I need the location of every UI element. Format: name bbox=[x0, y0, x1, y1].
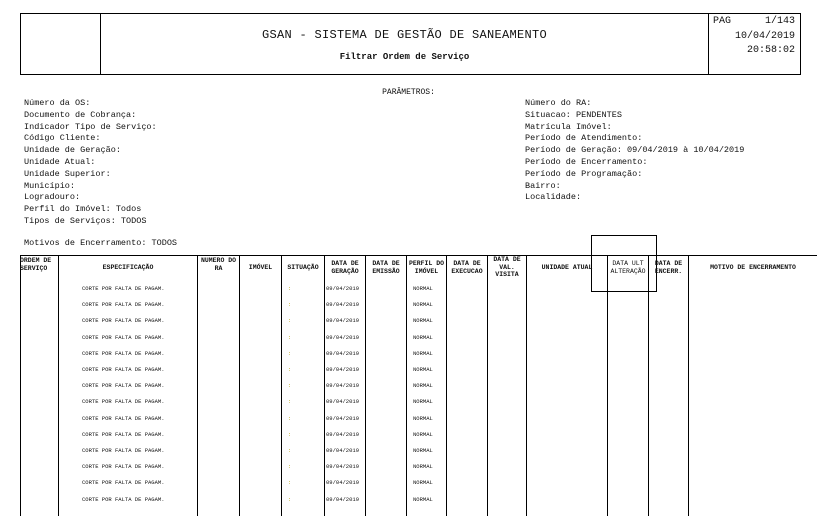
col-header-especificacao: ESPECIFICAÇÃO bbox=[102, 264, 154, 271]
col-divider bbox=[487, 255, 488, 516]
col-header-data-execucao: DATA DE EXECUCAO bbox=[451, 260, 483, 275]
col-divider bbox=[526, 255, 527, 516]
table-cell: CORTE POR FALTA DE PAGAM. bbox=[82, 333, 165, 341]
table-cell: CORTE POR FALTA DE PAGAM. bbox=[82, 317, 165, 325]
table-cell: CORTE POR FALTA DE PAGAM. bbox=[82, 430, 165, 438]
table-cell: NORMAL bbox=[413, 495, 433, 503]
col-header-perfil: PERFIL DO IMÓVEL bbox=[408, 260, 445, 275]
table-cell: : bbox=[288, 447, 292, 454]
report-date: 10/04/2019 bbox=[734, 31, 795, 42]
header-logo-cell bbox=[21, 14, 101, 74]
table-cell: : bbox=[288, 430, 292, 438]
param-item: Município: bbox=[24, 180, 76, 191]
table-cell: CORTE POR FALTA DE PAGAM. bbox=[82, 301, 165, 309]
page-label: PAG bbox=[713, 16, 732, 27]
table-cell: 09/04/2019 bbox=[326, 349, 360, 357]
col-divider bbox=[607, 255, 608, 516]
table-cell: : bbox=[288, 479, 292, 487]
table-cell: NORMAL bbox=[413, 333, 433, 341]
col-divider bbox=[58, 255, 59, 516]
table-cell: 09/04/2019 bbox=[326, 398, 360, 406]
param-item: Logradouro: bbox=[24, 192, 81, 203]
table-cell: 09/04/2019 bbox=[326, 285, 360, 292]
param-item: Código Cliente: bbox=[24, 133, 101, 144]
param-item: Perfil do Imóvel: Todos bbox=[24, 204, 142, 215]
col-divider bbox=[281, 255, 282, 516]
table-cell: 09/04/2019 bbox=[326, 463, 360, 471]
param-item: Documento de Cobrança: bbox=[24, 109, 137, 120]
params-right-list bbox=[525, 98, 744, 204]
param-item: Unidade Superior: bbox=[24, 168, 111, 179]
param-item: Unidade de Geração: bbox=[24, 145, 121, 156]
table-cell: CORTE POR FALTA DE PAGAM. bbox=[82, 382, 165, 390]
table-cell: CORTE POR FALTA DE PAGAM. bbox=[82, 463, 165, 471]
param-item: Tipos de Serviços: TODOS bbox=[24, 215, 147, 226]
table-cell: 09/04/2019 bbox=[326, 301, 360, 309]
table-cell: CORTE POR FALTA DE PAGAM. bbox=[82, 349, 165, 357]
param-item: Unidade Atual: bbox=[24, 156, 96, 167]
col-divider bbox=[688, 255, 689, 516]
table-cell: CORTE POR FALTA DE PAGAM. bbox=[82, 479, 165, 487]
table-cell: : bbox=[288, 414, 292, 422]
table-cell: NORMAL bbox=[413, 414, 433, 422]
col-divider bbox=[365, 255, 366, 516]
table-cell: 09/04/2019 bbox=[326, 382, 360, 390]
table-cell: NORMAL bbox=[413, 447, 433, 454]
col-header-situacao: SITUAÇÃO bbox=[287, 264, 319, 271]
table-cell: : bbox=[288, 495, 292, 503]
table-cell: NORMAL bbox=[413, 463, 433, 471]
col-header-data-encerr: DATA DE ENCERR. bbox=[654, 260, 683, 275]
col-divider bbox=[648, 255, 649, 516]
table-cell: NORMAL bbox=[413, 430, 433, 438]
report-header bbox=[20, 13, 801, 75]
table-cell: NORMAL bbox=[413, 349, 433, 357]
page-number: 1/143 bbox=[764, 16, 795, 27]
param-item: Matrícula Imóvel: bbox=[525, 121, 612, 132]
table-cell: 09/04/2019 bbox=[326, 479, 360, 487]
table-cell: 09/04/2019 bbox=[326, 317, 360, 325]
table-cell: 09/04/2019 bbox=[326, 366, 360, 373]
table-cell: 09/04/2019 bbox=[326, 414, 360, 422]
header-info-cell bbox=[708, 14, 801, 74]
table-cell: 09/04/2019 bbox=[326, 447, 360, 454]
table-cell: : bbox=[288, 382, 292, 390]
table-cell: : bbox=[288, 301, 292, 309]
table-cell: : bbox=[288, 366, 292, 373]
col-header-data-emissao: DATA DE EMISSÃO bbox=[372, 260, 400, 275]
table-cell: CORTE POR FALTA DE PAGAM. bbox=[82, 495, 165, 503]
param-item: Período de Geração: 09/04/2019 à 10/04/2019 bbox=[525, 145, 745, 156]
col-divider bbox=[20, 255, 21, 516]
col-header-motivo: MOTIVO DE ENCERRAMENTO bbox=[710, 264, 796, 271]
report-subtitle: Filtrar Ordem de Serviço bbox=[339, 52, 470, 62]
orders-table bbox=[20, 255, 817, 516]
table-cell: : bbox=[288, 463, 292, 471]
param-item: Indicador Tipo de Serviço: bbox=[24, 121, 157, 132]
motivos-encerramento: Motivos de Encerramento: TODOS bbox=[24, 238, 178, 248]
table-cell: NORMAL bbox=[413, 366, 433, 373]
table-cell: 09/04/2019 bbox=[326, 333, 360, 341]
table-border-top bbox=[20, 255, 817, 256]
param-item: Período de Atendimento: bbox=[525, 133, 643, 144]
table-cell: NORMAL bbox=[413, 301, 433, 309]
table-cell: NORMAL bbox=[413, 317, 433, 325]
col-divider bbox=[324, 255, 325, 516]
params-left-list bbox=[24, 98, 157, 228]
table-cell: : bbox=[288, 349, 292, 357]
table-cell: : bbox=[288, 317, 292, 325]
param-item: Situacao: PENDENTES bbox=[525, 109, 622, 120]
table-cell: CORTE POR FALTA DE PAGAM. bbox=[82, 414, 165, 422]
table-cell: CORTE POR FALTA DE PAGAM. bbox=[82, 398, 165, 406]
param-item: Período de Encerramento: bbox=[525, 156, 648, 167]
table-cell: : bbox=[288, 285, 292, 292]
col-divider bbox=[446, 255, 447, 516]
col-header-data-geracao: DATA DE GERAÇÃO bbox=[331, 260, 359, 275]
table-cell: 09/04/2019 bbox=[326, 430, 360, 438]
col-header-ordem: ORDEM DE SERVIÇO bbox=[20, 257, 52, 272]
table-cell: NORMAL bbox=[413, 285, 433, 292]
param-item: Número do RA: bbox=[525, 98, 592, 108]
table-cell: NORMAL bbox=[413, 382, 433, 390]
table-cell: : bbox=[288, 398, 292, 406]
params-title: PARÂMETROS: bbox=[382, 88, 435, 97]
table-cell: CORTE POR FALTA DE PAGAM. bbox=[82, 285, 165, 292]
col-divider bbox=[406, 255, 407, 516]
param-item: Localidade: bbox=[525, 192, 582, 203]
param-item: Número da OS: bbox=[24, 98, 91, 108]
col-header-data-val-visita: DATA DE VAL. VISITA bbox=[493, 256, 521, 278]
col-header-data-ult-alteracao: DATA ULT ALTERAÇÃO bbox=[610, 260, 646, 275]
table-cell: CORTE POR FALTA DE PAGAM. bbox=[82, 366, 165, 373]
table-cell: NORMAL bbox=[413, 479, 433, 487]
report-title: GSAN - SISTEMA DE GESTÃO DE SANEAMENTO bbox=[261, 28, 548, 42]
col-header-unidade-atual: UNIDADE ATUAL bbox=[541, 264, 593, 271]
table-cell: CORTE POR FALTA DE PAGAM. bbox=[82, 447, 165, 454]
param-item: Período de Programação: bbox=[525, 168, 643, 179]
col-header-imovel: IMÓVEL bbox=[248, 264, 273, 271]
report-time: 20:58:02 bbox=[746, 45, 795, 56]
table-cell: NORMAL bbox=[413, 398, 433, 406]
col-header-numero-ra: NUMERO DO RA bbox=[200, 257, 237, 272]
col-divider bbox=[197, 255, 198, 516]
table-cell: 09/04/2019 bbox=[326, 495, 360, 503]
param-item: Bairro: bbox=[525, 180, 561, 191]
col-divider bbox=[239, 255, 240, 516]
table-cell: : bbox=[288, 333, 292, 341]
